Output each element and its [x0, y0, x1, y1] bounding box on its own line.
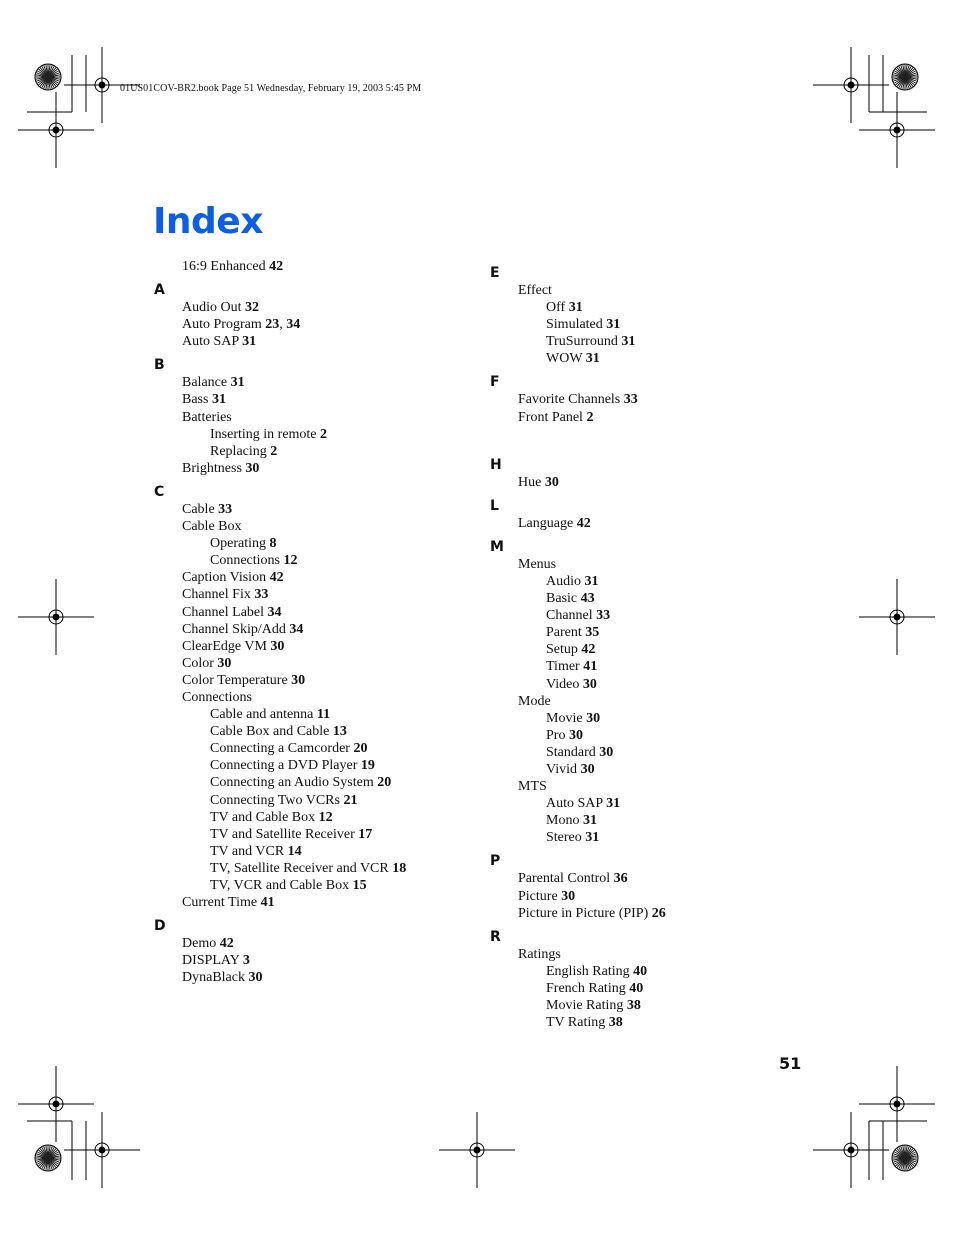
- page-reference: 30: [217, 655, 232, 671]
- page-reference: 30: [544, 474, 559, 490]
- registration-target-icon: [18, 579, 94, 655]
- index-term: Cable Box and Cable: [210, 724, 333, 740]
- registration-target-icon: [859, 92, 935, 168]
- index-term: TV and Satellite Receiver: [210, 826, 359, 842]
- index-term: Basic: [546, 591, 581, 607]
- index-entry: [490, 282, 820, 299]
- index-term: Simulated: [546, 317, 607, 333]
- page-reference: 33: [596, 608, 611, 624]
- index-term: Channel Label: [182, 604, 268, 620]
- page-reference: 42: [581, 642, 596, 658]
- page-reference: 32: [245, 300, 259, 316]
- index-subentry: [490, 333, 820, 350]
- index-subentry: [490, 710, 820, 727]
- index-term: TruSurround: [546, 334, 622, 350]
- index-term: TV, VCR and Cable Box: [210, 878, 353, 893]
- index-entry: [154, 894, 484, 911]
- page-reference: 20: [377, 775, 392, 791]
- page-reference: 42: [269, 259, 284, 274]
- index-entry: [154, 460, 484, 477]
- index-subentry: [490, 980, 820, 997]
- index-entry: [490, 778, 820, 795]
- registration-target-icon: [439, 1112, 515, 1188]
- page-reference: 42: [219, 936, 234, 952]
- page-reference: 33: [623, 392, 638, 408]
- index-entry: [490, 888, 820, 905]
- index-subentry: [154, 443, 484, 460]
- page-reference: 31: [606, 317, 621, 333]
- index-subentry: [154, 774, 484, 791]
- index-term: Pro: [546, 727, 569, 743]
- index-subentry: [490, 350, 820, 367]
- index-entry: [154, 672, 484, 689]
- index-term: Movie Rating: [546, 998, 627, 1013]
- starburst-mark-icon: [35, 64, 61, 90]
- page-reference: 17: [358, 826, 373, 842]
- page-reference: 41: [583, 659, 598, 675]
- index-term: Connecting a DVD Player: [210, 758, 361, 774]
- index-term: Menus: [518, 556, 557, 572]
- index-entry: [154, 621, 484, 638]
- index-section-letter: H: [490, 456, 502, 473]
- page-reference: 34: [289, 621, 304, 637]
- index-subentry: [154, 552, 484, 569]
- page-reference: 43: [580, 591, 595, 607]
- index-section-letter: F: [490, 374, 500, 391]
- index-term: Cable and antenna: [210, 707, 317, 723]
- index-term: ClearEdge VM: [182, 638, 271, 654]
- index-subentry: [490, 641, 820, 658]
- index-term: Vivid: [546, 761, 581, 777]
- index-term: Timer: [546, 659, 584, 675]
- page-number: 51: [779, 1054, 802, 1073]
- index-term: TV, Satellite Receiver and VCR: [210, 860, 393, 876]
- index-subentry: [490, 607, 820, 624]
- page-reference: 2: [586, 409, 594, 425]
- index-term: Favorite Channels: [518, 392, 624, 408]
- page-reference: 33: [254, 587, 269, 603]
- page-reference: 42: [269, 570, 284, 586]
- page-reference: 31: [582, 813, 597, 829]
- index-term: Parental Control: [518, 871, 614, 887]
- index-subentry: [154, 723, 484, 740]
- index-term: Hue: [518, 474, 545, 490]
- index-term: Connections: [210, 553, 284, 569]
- page-reference: 35: [585, 625, 600, 641]
- index-term: Connecting an Audio System: [210, 775, 378, 791]
- index-subentry: [490, 727, 820, 744]
- page-reference: 31: [585, 351, 600, 367]
- page-reference: 30: [291, 672, 306, 688]
- index-subentry: [490, 744, 820, 761]
- index-term: Channel Skip/Add: [182, 621, 290, 637]
- index-section-letter: E: [490, 265, 500, 281]
- index-term: Auto Program: [182, 317, 266, 333]
- page-reference: 13: [332, 724, 347, 740]
- index-entry: [154, 935, 484, 952]
- index-subentry: [490, 658, 820, 675]
- page-reference: 31: [230, 375, 245, 391]
- index-subentry: [154, 860, 484, 877]
- page-reference: 21: [343, 792, 358, 808]
- index-term: Cable: [182, 501, 219, 517]
- index-subentry: [490, 997, 820, 1014]
- index-subentry: [154, 843, 484, 860]
- index-section-letter: B: [154, 357, 165, 374]
- index-term: Auto SAP: [182, 334, 243, 350]
- index-term: Off: [546, 300, 569, 316]
- index-subentry: [490, 676, 820, 693]
- index-term: Batteries: [182, 409, 232, 425]
- index-subentry: [490, 590, 820, 607]
- index-subentry: [490, 795, 820, 812]
- index-term: Connecting Two VCRs: [210, 792, 344, 808]
- registration-target-icon: [64, 1112, 140, 1188]
- index-entry: [490, 515, 820, 532]
- page-reference: 14: [287, 843, 302, 859]
- index-subentry: [490, 1014, 820, 1031]
- page-reference: 12: [318, 809, 333, 825]
- page-reference: 8: [269, 536, 277, 552]
- page-reference: 23: [265, 317, 280, 333]
- index-subentry: [490, 624, 820, 641]
- print-job-info: 01US01COV-BR2.book Page 51 Wednesday, February 19, 2003 5:45 PM: [120, 83, 422, 94]
- index-entry: [490, 905, 820, 922]
- index-subentry: [154, 426, 484, 443]
- page-reference: 30: [580, 761, 595, 777]
- index-subentry: [154, 757, 484, 774]
- page-reference: 3: [242, 953, 250, 969]
- index-term: Channel Fix: [182, 587, 255, 603]
- index-term: Picture: [518, 888, 562, 904]
- index-term: 16:9 Enhanced: [182, 259, 270, 274]
- index-term: Caption Vision: [182, 570, 270, 586]
- index-entry: [490, 474, 820, 491]
- index-entry: [490, 946, 820, 963]
- index-entry: [154, 655, 484, 672]
- page-reference: 31: [585, 830, 600, 846]
- page-reference: 15: [352, 878, 367, 893]
- page-reference: 34: [267, 604, 282, 620]
- page-reference: 31: [621, 334, 636, 350]
- index-subentry: [490, 963, 820, 980]
- index-term: Color Temperature: [182, 672, 292, 688]
- index-term: DISPLAY: [182, 953, 243, 969]
- page-reference: 18: [392, 860, 407, 876]
- page-separator: ,: [279, 317, 287, 333]
- page-reference: 31: [606, 796, 621, 812]
- index-term: TV and VCR: [210, 843, 288, 859]
- index-term: Language: [518, 515, 577, 531]
- page-reference: 2: [270, 443, 278, 459]
- index-entry: [154, 333, 484, 350]
- index-subentry: [490, 299, 820, 316]
- page-reference: 19: [360, 758, 375, 774]
- page-reference: 26: [651, 905, 666, 921]
- index-subentry: [490, 812, 820, 829]
- index-term: TV Rating: [546, 1015, 609, 1031]
- index-term: Current Time: [182, 895, 261, 911]
- page-reference: 30: [270, 638, 285, 654]
- page-reference: 2: [320, 426, 328, 442]
- index-term: Effect: [518, 283, 552, 298]
- index-term: DynaBlack: [182, 970, 249, 986]
- index-entry: [154, 638, 484, 655]
- index-subentry: [154, 792, 484, 809]
- page-reference: 41: [260, 895, 275, 911]
- page-reference: 20: [353, 741, 368, 757]
- index-column-left: [154, 258, 484, 986]
- page-reference: 30: [568, 727, 583, 743]
- page-reference: 31: [584, 573, 599, 589]
- starburst-mark-icon: [892, 1145, 918, 1171]
- index-term: Operating: [210, 536, 270, 552]
- index-subentry: [154, 706, 484, 723]
- index-entry: [154, 569, 484, 586]
- page-reference: 40: [629, 980, 644, 996]
- page-reference: 31: [242, 334, 257, 350]
- index-term: Audio: [546, 573, 585, 589]
- index-term: Demo: [182, 936, 220, 952]
- index-subentry: [490, 761, 820, 778]
- index-term: Front Panel: [518, 409, 587, 425]
- page-reference: 30: [582, 676, 597, 692]
- index-term: Parent: [546, 625, 586, 641]
- index-entry: [490, 870, 820, 887]
- index-term: Setup: [546, 642, 582, 658]
- index-entry: [154, 586, 484, 603]
- index-section-letter: A: [154, 282, 165, 299]
- index-entry: [154, 391, 484, 408]
- index-entry: [490, 556, 820, 573]
- index-section-letter: L: [490, 497, 499, 514]
- index-term: Balance: [182, 375, 231, 391]
- index-entry: [154, 258, 484, 275]
- index-term: MTS: [518, 779, 547, 795]
- index-section-letter: R: [490, 928, 501, 945]
- index-entry: [154, 969, 484, 986]
- page-reference: 30: [248, 970, 263, 986]
- index-subentry: [490, 829, 820, 846]
- index-term: Standard: [546, 744, 600, 760]
- index-term: Inserting in remote: [210, 426, 321, 442]
- page-reference: 31: [568, 300, 583, 316]
- starburst-mark-icon: [35, 1145, 61, 1171]
- index-term: Audio Out: [182, 300, 245, 316]
- index-term: WOW: [546, 351, 586, 367]
- index-term: Color: [182, 655, 218, 671]
- index-term: Channel: [546, 608, 597, 624]
- index-term: Brightness: [182, 460, 246, 476]
- index-entry: [154, 299, 484, 316]
- index-subentry: [154, 826, 484, 843]
- index-entry: [154, 316, 484, 333]
- index-term: Movie: [546, 710, 587, 726]
- page-title: Index: [153, 201, 263, 242]
- index-entry: [490, 391, 820, 408]
- page-reference: 11: [316, 707, 331, 723]
- index-entry: [154, 501, 484, 518]
- index-term: Stereo: [546, 830, 586, 846]
- page-reference: 30: [245, 460, 260, 476]
- index-term: Auto SAP: [546, 796, 607, 812]
- index-subentry: [490, 316, 820, 333]
- index-term: Replacing: [210, 443, 271, 459]
- index-term: English Rating: [546, 963, 634, 979]
- starburst-mark-icon: [892, 64, 918, 90]
- page-reference: 30: [586, 710, 601, 726]
- index-section-letter: M: [490, 538, 504, 555]
- index-term: Connections: [182, 689, 252, 705]
- index-entry: [154, 374, 484, 391]
- index-subentry: [154, 740, 484, 757]
- index-term: Cable Box: [182, 519, 242, 535]
- index-section-letter: P: [490, 853, 501, 870]
- page-reference: 38: [608, 1015, 623, 1031]
- registration-target-icon: [18, 92, 94, 168]
- registration-target-icon: [859, 1066, 935, 1142]
- index-subentry: [490, 573, 820, 590]
- page-reference: 34: [286, 317, 301, 333]
- index-term: Video: [546, 676, 583, 692]
- index-column-right: [490, 258, 820, 1031]
- index-entry: [154, 604, 484, 621]
- index-term: Ratings: [518, 946, 561, 962]
- page-reference: 33: [218, 501, 233, 517]
- registration-target-icon: [859, 579, 935, 655]
- index-term: TV and Cable Box: [210, 809, 319, 825]
- page-reference: 42: [576, 515, 591, 531]
- index-subentry: [154, 535, 484, 552]
- index-entry: [154, 689, 484, 706]
- index-entry: [490, 693, 820, 710]
- index-term: Bass: [182, 392, 212, 408]
- index-term: Mode: [518, 693, 551, 709]
- registration-target-icon: [813, 1112, 889, 1188]
- index-term: Mono: [546, 813, 583, 829]
- index-entry: [490, 409, 820, 426]
- index-entry: [154, 952, 484, 969]
- page-reference: 30: [599, 744, 614, 760]
- index-subentry: [154, 809, 484, 826]
- page-reference: 30: [561, 888, 576, 904]
- index-entry: [154, 518, 484, 535]
- spacer: [490, 426, 820, 450]
- page-reference: 12: [283, 553, 298, 569]
- page-reference: 40: [633, 963, 648, 979]
- index-entry: [154, 409, 484, 426]
- index-term: Picture in Picture (PIP): [518, 905, 652, 921]
- index-term: Connecting a Camcorder: [210, 741, 354, 757]
- page-reference: 36: [613, 871, 628, 887]
- page-reference: 31: [211, 392, 226, 408]
- registration-target-icon: [18, 1066, 94, 1142]
- index-term: French Rating: [546, 980, 630, 996]
- index-section-letter: D: [154, 918, 166, 935]
- index-section-letter: C: [154, 483, 165, 500]
- index-subentry: [154, 877, 484, 894]
- page-reference: 38: [626, 998, 641, 1013]
